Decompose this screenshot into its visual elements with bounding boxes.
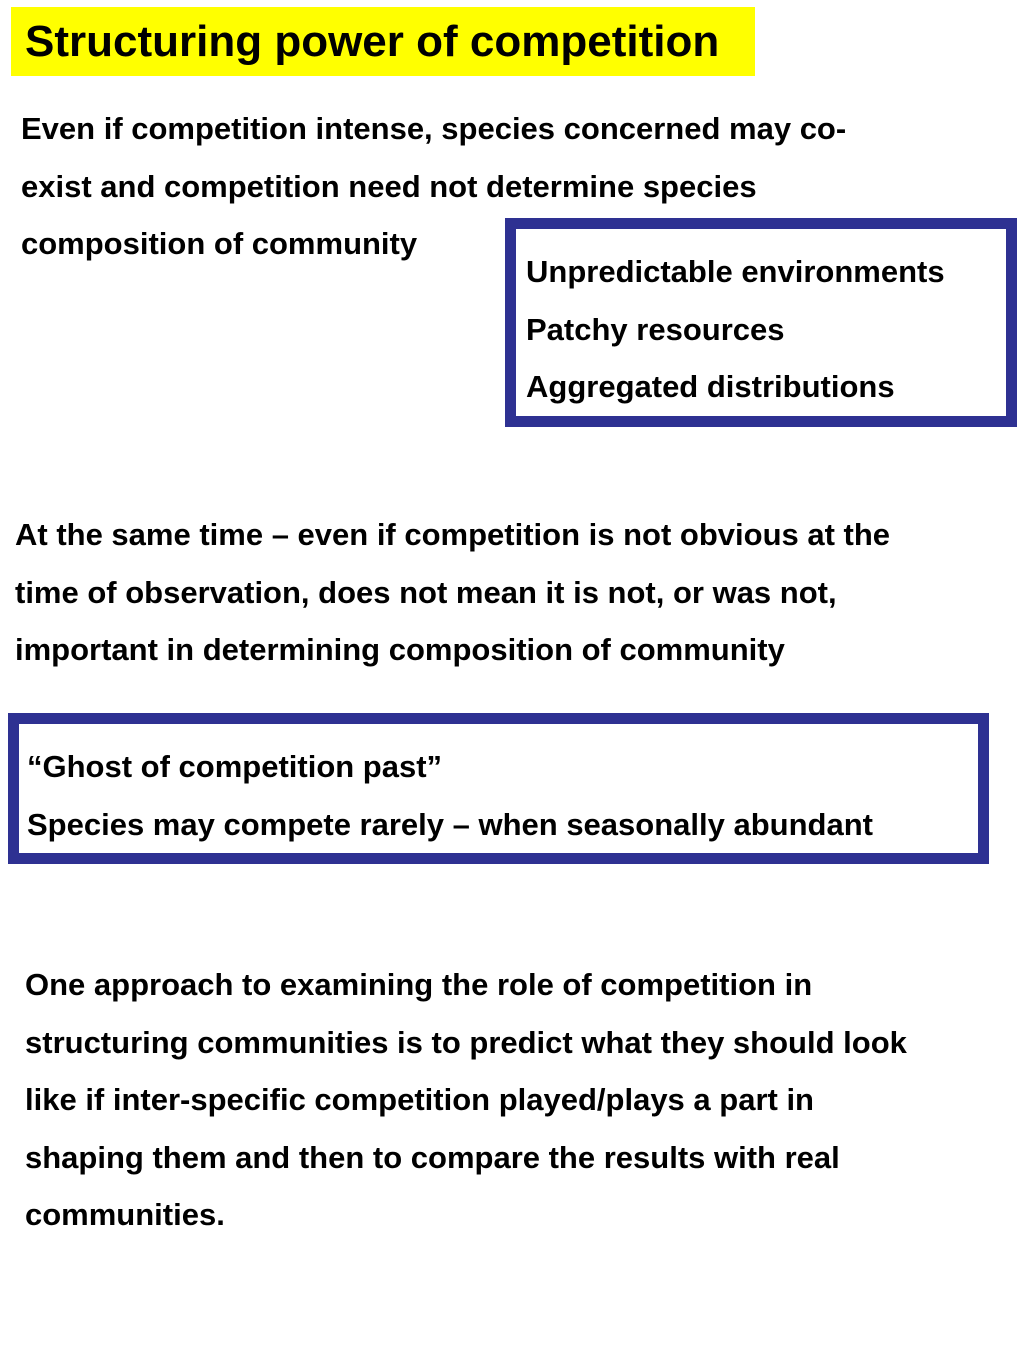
paragraph-line: One approach to examining the role of competition in xyxy=(25,967,813,1002)
paragraph-line: Even if competition intense, species concerned may co- xyxy=(21,111,847,146)
conditions-item: Patchy resources xyxy=(526,311,785,347)
paragraph-line: exist and competition need not determine species xyxy=(21,168,757,204)
paragraph-line: important in determining composition of community xyxy=(15,632,785,667)
paragraph-line: communities. xyxy=(25,1197,225,1232)
ghost-box xyxy=(8,713,989,864)
paragraph-line: structuring communities is to predict what they should look xyxy=(25,1024,907,1060)
paragraph-line: At the same time – even if competition is not obvious at the xyxy=(15,517,891,552)
paragraph-observation xyxy=(15,506,890,679)
paragraph-line: shaping them and then to compare the results with real xyxy=(25,1139,840,1175)
ghost-item: Species may compete rarely – when seasonally abundant xyxy=(27,806,873,842)
ghost-list xyxy=(27,738,873,853)
slide-title: Structuring power of competition xyxy=(25,17,720,66)
conditions-list xyxy=(526,243,945,416)
paragraph-approach xyxy=(25,956,907,1244)
conditions-box xyxy=(505,218,1017,427)
conditions-item: Unpredictable environments xyxy=(526,254,945,289)
paragraph-line: time of observation, does not mean it is not, or was not, xyxy=(15,574,837,610)
ghost-item: “Ghost of competition past” xyxy=(27,749,443,784)
conditions-item: Aggregated distributions xyxy=(526,369,895,404)
paragraph-line: composition of community xyxy=(21,226,418,261)
paragraph-line: like if inter-specific competition played/plays a part in xyxy=(25,1082,814,1117)
